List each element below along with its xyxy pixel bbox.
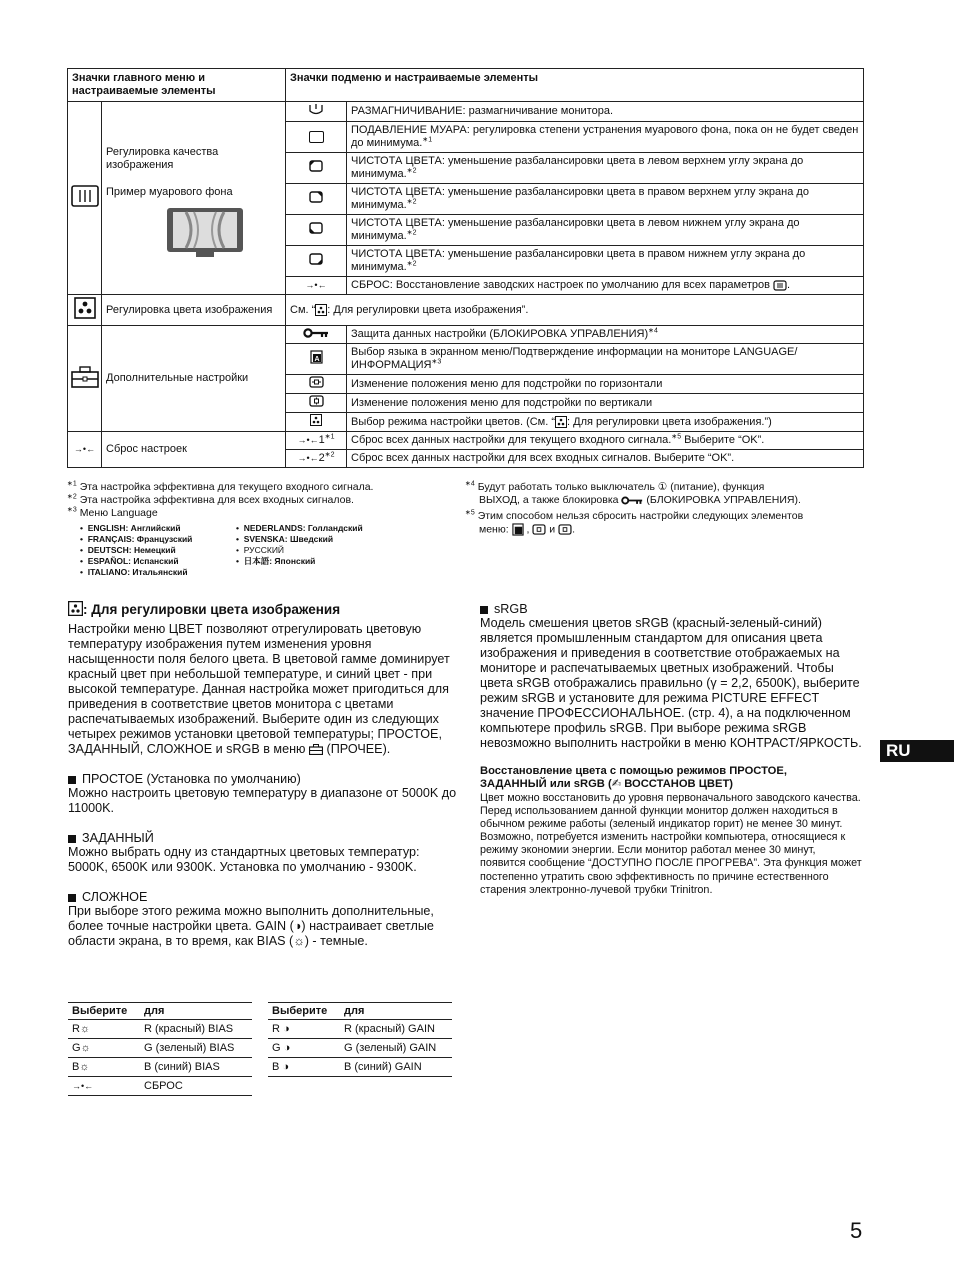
- table-header-left: Значки главного меню и настраиваемые элементы: [68, 69, 286, 102]
- bias-icon: ☼: [293, 934, 305, 948]
- control-lock-row: Защита данных настройки (БЛОКИРОВКА УПРАВЛЕНИЯ)$^{∗4}$: [347, 326, 864, 344]
- srgb-section: [480, 602, 864, 897]
- footnote-1: Эта настройка эффективна для текущего входного сигнала.: [79, 481, 374, 493]
- page-number: 5: [850, 1218, 863, 1243]
- color-menu-icon: [68, 601, 83, 616]
- reset-icon: →•←: [286, 277, 347, 295]
- reset-2-icon: $\to•\leftarrow 2^{∗2}$: [286, 450, 347, 468]
- color-menu-icon: [68, 295, 102, 326]
- key-icon: [286, 326, 347, 344]
- restore-heading: Восстановление цвета с помощью режимов ПРОСТОЕ, ЗАДАННЫЙ или sRGB (✍ ВОССТАНОВ ЦВЕТ): [480, 765, 787, 790]
- footnote-5: Этим способом нельзя сбросить настройки следующих элементов: [477, 510, 804, 522]
- preset-text: Можно выбрать одну из стандартных цветовых температур: 5000K, 6500K или 9300K. Установка по умолчанию - 9300K.: [68, 845, 420, 874]
- table-row: B☼ B (синий) BIAS: [68, 1058, 252, 1077]
- degauss-row: РАЗМАГНИЧИВАНИЕ: размагничивание монитора.: [347, 102, 864, 122]
- reset-picture-row: СБРОС: Восстановление заводских настроек по умолчанию для всех параметров .: [347, 277, 864, 295]
- table-row: R ◑ R (красный) GAIN: [268, 1020, 452, 1039]
- corner-tr-icon: [286, 184, 347, 215]
- color-menu-label: Регулировка цвета изображения: [102, 295, 286, 326]
- picture-menu-icon: [68, 102, 102, 295]
- purity-tr-row: ЧИСТОТА ЦВЕТА: уменьшение разбалансировки цвета в правом верхнем углу экрана до минимума.$^{∗2}$: [347, 184, 864, 215]
- color-menu-ref: См. “ : Для регулировки цвета изображения”.: [286, 295, 864, 326]
- simple-heading: ПРОСТОЕ (Установка по умолчанию): [68, 772, 458, 786]
- table-header-right: Значки подменю и настраиваемые элементы: [286, 69, 864, 102]
- corner-br-icon: [286, 246, 347, 277]
- language-list-2: • NEDERLANDS: Голландский • SVENSKA: Шведский • РУССКИЙ • 日本語: Японский: [236, 523, 363, 566]
- restore-text: Цвет можно восстановить до уровня первоначального заводского качества. Перед использованием данной функции монитор должен находиться в обычном режиме работы (зеленый индикатор горит) не менее 30 минут. Возможно, потребуется изменить настройки компьютера, относящиеся к режиму экономии энергии. Если монитор работал менее 30 минут, появится сообщение “ДОСТУПНО ПОСЛЕ ПРОГРЕВА”. Эта функция может постепенно утратить свою эффективность по причине естественного старения электронно-лучевой трубки Trinitron.: [480, 792, 862, 896]
- expert-text: При выборе этого режима можно выполнить дополнительные, более точные настройки цвета. GAIN (◑) настраивает светлые области экрана, в то время, как BIAS (☼) - темные.: [68, 904, 434, 948]
- picture-small-icon: [773, 280, 787, 291]
- corner-tl-icon: [286, 153, 347, 184]
- option-menu-icon: [309, 744, 323, 755]
- color-section: [68, 601, 458, 949]
- table-row: B ◑ B (синий) GAIN: [268, 1058, 452, 1077]
- color-mode-icon: [286, 413, 347, 432]
- osd-h-row: Изменение положения меню для подстройки по горизонтали: [347, 375, 864, 394]
- bias-icon: ☼: [79, 1061, 90, 1073]
- bias-icon: ☼: [80, 1042, 91, 1054]
- footnote-4: Будут работать только выключатель ① (питание), функция: [477, 481, 765, 493]
- table-row: G ◑ G (зеленый) GAIN: [268, 1039, 452, 1058]
- color-small-icon: [315, 304, 327, 316]
- srgb-text: Модель смешения цветов sRGB (красный-зеленый-синий) является промышленным стандартом для описания цвета изображения и приведения в соответствие отображаемых на мониторе и распечатываемых цветных изображений. Чтобы цвета sRGB отображались правильно (γ = 2,2, 6500K), выберите режим sRGB и установите для режима PICTURE EFFECT значение ПРОФЕССИОНАЛЬНОЕ. (стр. 4), а на подключенном компьютере профиль sRGB. При выборе режима sRGB невозможно выполнить настройки в меню КОНТРАСТ/ЯРКОСТЬ.: [480, 616, 862, 750]
- moire-icon: [286, 122, 347, 153]
- gain-icon: ◑: [283, 1023, 290, 1035]
- table-row: →•← СБРОС: [68, 1077, 252, 1096]
- color-mode-row: Выбор режима настройки цветов. (См. “ : Для регулировки цвета изображения.”): [347, 413, 864, 432]
- color-reset-icon: ✍: [611, 778, 622, 790]
- purity-bl-row: ЧИСТОТА ЦВЕТА: уменьшение разбалансировки цвета в левом нижнем углу экрана до минимума.$^{∗2}$: [347, 215, 864, 246]
- language-icon: [286, 344, 347, 375]
- reset-menu-label: Сброс настроек: [102, 432, 286, 468]
- footnote-3: Меню Language: [79, 507, 158, 519]
- language-row: Выбор языка в экранном меню/Подтверждение информации на мониторе LANGUAGE/ $ИНФОРМАЦИЯ^{∗3}$: [347, 344, 864, 375]
- osd-h-position-icon: [532, 524, 546, 535]
- gain-table: Выберите для R ◑ R (красный) GAIN G ◑ G (зеленый) GAIN B ◑ B (синий) GAIN: [268, 1002, 452, 1077]
- picture-menu-cell: [102, 102, 286, 295]
- gain-icon: ◑: [282, 1061, 290, 1073]
- gain-icon: ◑: [283, 1042, 291, 1054]
- bias-icon: ☼: [79, 1023, 91, 1035]
- expert-heading: СЛОЖНОЕ: [68, 890, 458, 904]
- language-icon: [512, 523, 524, 536]
- option-menu-icon: [68, 326, 102, 432]
- table-row: R☼ R (красный) BIAS: [68, 1020, 252, 1039]
- color-small-icon: [555, 416, 567, 428]
- moire-example-label: Пример муарового фона: [106, 186, 233, 198]
- preset-heading: ЗАДАННЫЙ: [68, 831, 458, 845]
- reset-all-row: Сброс всех данных настройки для всех входных сигналов. Выберите “OK”.: [347, 450, 864, 468]
- srgb-heading: sRGB: [480, 602, 864, 616]
- reset-current-row: Сброс всех данных настройки для текущего входного сигнала.$^{∗5}$ Выберите “OK”.: [347, 432, 864, 450]
- table-row: G☼ G (зеленый) BIAS: [68, 1039, 252, 1058]
- section-intro: Настройки меню ЦВЕТ позволяют отрегулировать цветовую температуру изображения путем изменения уровня насыщенности поля белого цвета. В цветовой гамме доминирует красный цвет при небольшой температуре, и синий цвет - при высокой температуре. Данная настройка может пригодиться для приведения в соответствие цветов монитора с цветами распечатываемых изображений. Выберите один из следующих четырех режимов установки цветовой температуры; ПРОСТОЕ, ЗАДАННЫЙ, СЛОЖНОЕ и sRGB в меню (ПРОЧЕЕ).: [68, 622, 450, 756]
- reset-icon: →•←: [72, 1081, 94, 1091]
- footnotes-left: $^{∗1}$ Эта настройка эффективна для текущего входного сигнала. $^{∗2}$ Эта настройка эффективна для всех входных сигналов. $^{∗3}$ Меню Language: [67, 480, 374, 519]
- language-list-1: • ENGLISH: Английский • FRANÇAIS: Французский • DEUTSCH: Немецкий • ESPAÑOL: Испанский • ITALIANO: Итальянский: [80, 523, 193, 577]
- osd-v-position-icon: [286, 394, 347, 413]
- reset-menu-icon: →•←: [68, 432, 102, 468]
- osd-h-position-icon: [286, 375, 347, 394]
- svg-text:A: A: [313, 356, 320, 363]
- language-tab: RU: [880, 740, 954, 762]
- footnote-2: Эта настройка эффективна для всех входных сигналов.: [79, 494, 354, 506]
- menu-icons-table: [67, 68, 864, 468]
- footnotes-right: $^{∗4}$ Будут работать только выключатель ① (питание), функция ВЫХОД, а также блокировка (БЛОКИРОВКА УПРАВЛЕНИЯ). $^{∗5}$ Этим способом нельзя сбросить настройки следующих элементов меню: , и .: [465, 480, 804, 536]
- purity-br-row: ЧИСТОТА ЦВЕТА: уменьшение разбалансировки цвета в правом нижнем углу экрана до минимума.$^{∗2}$: [347, 246, 864, 277]
- gain-icon: ◑: [293, 919, 302, 933]
- purity-tl-row: ЧИСТОТА ЦВЕТА: уменьшение разбалансировки цвета в левом верхнем углу экрана до минимума.$^{∗2}$: [347, 153, 864, 184]
- picture-menu-label: Регулировка качества изображения: [106, 146, 219, 171]
- reset-1-icon: $\to•\leftarrow 1^{∗1}$: [286, 432, 347, 450]
- degauss-icon: [286, 102, 347, 122]
- key-icon: [621, 496, 643, 505]
- osd-v-position-icon: [558, 524, 572, 535]
- option-menu-label: Дополнительные настройки: [102, 326, 286, 432]
- bias-table: Выберите для R☼ R (красный) BIAS G☼ G (зеленый) BIAS B☼ B (синий) BIAS →•← СБРОС: [68, 1002, 252, 1096]
- section-title: : Для регулировки цвета изображения: [68, 601, 458, 617]
- simple-text: Можно настроить цветовую температуру в диапазоне от 5000K до 11000K.: [68, 786, 457, 815]
- osd-v-row: Изменение положения меню для подстройки по вертикали: [347, 394, 864, 413]
- moire-example-image: [166, 207, 281, 263]
- moire-row: ПОДАВЛЕНИЕ МУАРА: регулировка степени устранения муарового фона, пока он не будет сведен до минимума.$^{∗1}$: [347, 122, 864, 153]
- corner-bl-icon: [286, 215, 347, 246]
